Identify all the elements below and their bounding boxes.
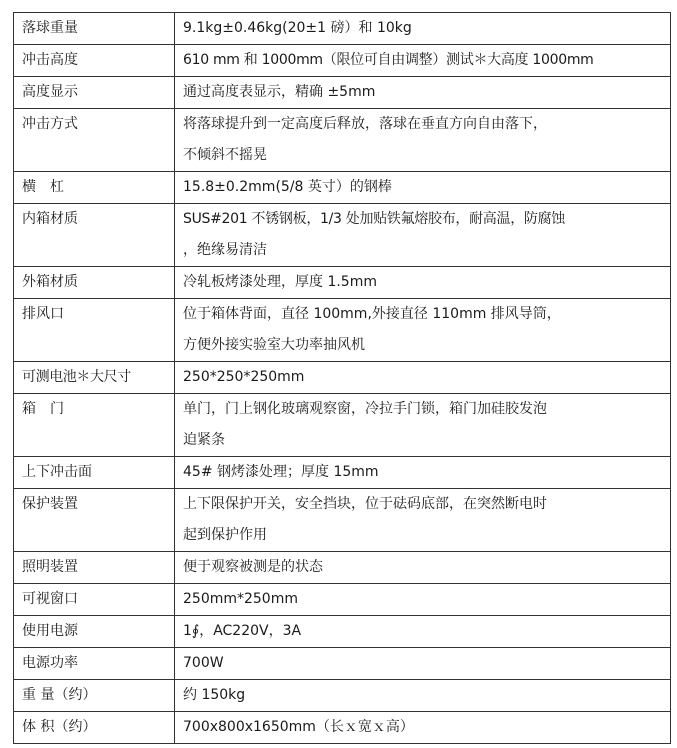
row-value-line: SUS#201 不锈钢板，1/3 处加贴铁氟熔胶布，耐高温，防腐蚀 bbox=[183, 211, 566, 227]
row-value bbox=[175, 489, 671, 552]
row-value-line: 1∮，AC220V，3A bbox=[183, 623, 302, 639]
row-value-line: 位于箱体背面，直径 100mm,外接直径 110mm 排风导筒， bbox=[183, 306, 561, 322]
row-label: 落球重量 bbox=[14, 13, 175, 45]
row-value-line: 迫紧条 bbox=[183, 432, 225, 448]
row-value-line: 约 150kg bbox=[183, 687, 246, 703]
row-value-line: 单门，门上钢化玻璃观察窗，冷拉手门锁，箱门加硅胶发泡 bbox=[183, 401, 547, 417]
row-value-line: 方便外接实验室大功率抽风机 bbox=[183, 337, 365, 353]
table-row bbox=[14, 648, 671, 680]
row-label: 重 量（约） bbox=[14, 680, 175, 712]
row-label: 使用电源 bbox=[14, 616, 175, 648]
row-value bbox=[175, 109, 671, 172]
table-row bbox=[14, 362, 671, 394]
row-value-line: ，绝缘易清洁 bbox=[183, 242, 267, 258]
table-row bbox=[14, 489, 671, 552]
row-label: 高度显示 bbox=[14, 77, 175, 109]
table-row bbox=[14, 172, 671, 204]
table-row bbox=[14, 457, 671, 489]
table-row bbox=[14, 13, 671, 45]
row-label: 上下冲击面 bbox=[14, 457, 175, 489]
row-label: 箱 门 bbox=[14, 394, 175, 457]
row-value bbox=[175, 13, 671, 45]
row-value bbox=[175, 299, 671, 362]
row-label: 横 杠 bbox=[14, 172, 175, 204]
row-value-line: 700W bbox=[183, 655, 224, 671]
row-label: 排风口 bbox=[14, 299, 175, 362]
row-value-line: 250*250*250mm bbox=[183, 369, 305, 385]
row-value-line: 610 mm 和 1000mm（限位可自由调整）测试＊大高度 1000mm bbox=[183, 52, 594, 68]
row-value bbox=[175, 584, 671, 616]
row-value bbox=[175, 362, 671, 394]
row-value bbox=[175, 394, 671, 457]
table-row bbox=[14, 394, 671, 457]
row-value bbox=[175, 680, 671, 712]
row-value-line: 将落球提升到一定高度后释放，落球在垂直方向自由落下， bbox=[183, 116, 547, 132]
table-row bbox=[14, 616, 671, 648]
row-value-line: 15.8±0.2mm(5/8 英寸）的钢棒 bbox=[183, 179, 392, 195]
row-value bbox=[175, 267, 671, 299]
table-row bbox=[14, 204, 671, 267]
table-row bbox=[14, 680, 671, 712]
row-value-line: 起到保护作用 bbox=[183, 527, 267, 543]
row-value bbox=[175, 45, 671, 77]
row-label: 照明装置 bbox=[14, 552, 175, 584]
row-label: 体 积（约） bbox=[14, 712, 175, 744]
row-value-line: 便于观察被测是的状态 bbox=[183, 559, 323, 575]
row-value-line: 700x800x1650mm（长ｘ宽ｘ高） bbox=[183, 719, 414, 735]
row-label: 可视窗口 bbox=[14, 584, 175, 616]
row-value bbox=[175, 648, 671, 680]
table-row bbox=[14, 299, 671, 362]
row-value-line: 冷轧板烤漆处理，厚度 1.5mm bbox=[183, 274, 377, 290]
row-value-line: 250mm*250mm bbox=[183, 591, 298, 607]
row-value-line: 9.1kg±0.46kg(20±1 磅）和 10kg bbox=[183, 20, 412, 36]
row-value-line: 不倾斜不摇晃 bbox=[183, 147, 267, 163]
table-row bbox=[14, 109, 671, 172]
row-value bbox=[175, 712, 671, 744]
row-value bbox=[175, 457, 671, 489]
row-label: 电源功率 bbox=[14, 648, 175, 680]
table-row bbox=[14, 267, 671, 299]
row-label: 冲击高度 bbox=[14, 45, 175, 77]
row-value-line: 通过高度表显示，精确 ±5mm bbox=[183, 84, 376, 100]
table-row bbox=[14, 584, 671, 616]
row-label: 外箱材质 bbox=[14, 267, 175, 299]
row-value bbox=[175, 77, 671, 109]
row-label: 内箱材质 bbox=[14, 204, 175, 267]
row-value-line: 上下限保护开关，安全挡块，位于砝码底部，在突然断电时 bbox=[183, 496, 547, 512]
row-label: 冲击方式 bbox=[14, 109, 175, 172]
row-value bbox=[175, 172, 671, 204]
row-value-line: 45# 钢烤漆处理；厚度 15mm bbox=[183, 464, 379, 480]
spec-table bbox=[13, 12, 671, 744]
row-label: 保护装置 bbox=[14, 489, 175, 552]
table-row bbox=[14, 45, 671, 77]
table-row bbox=[14, 552, 671, 584]
table-row bbox=[14, 712, 671, 744]
row-label: 可测电池＊大尺寸 bbox=[14, 362, 175, 394]
table-row bbox=[14, 77, 671, 109]
row-value bbox=[175, 616, 671, 648]
row-value bbox=[175, 552, 671, 584]
row-value bbox=[175, 204, 671, 267]
